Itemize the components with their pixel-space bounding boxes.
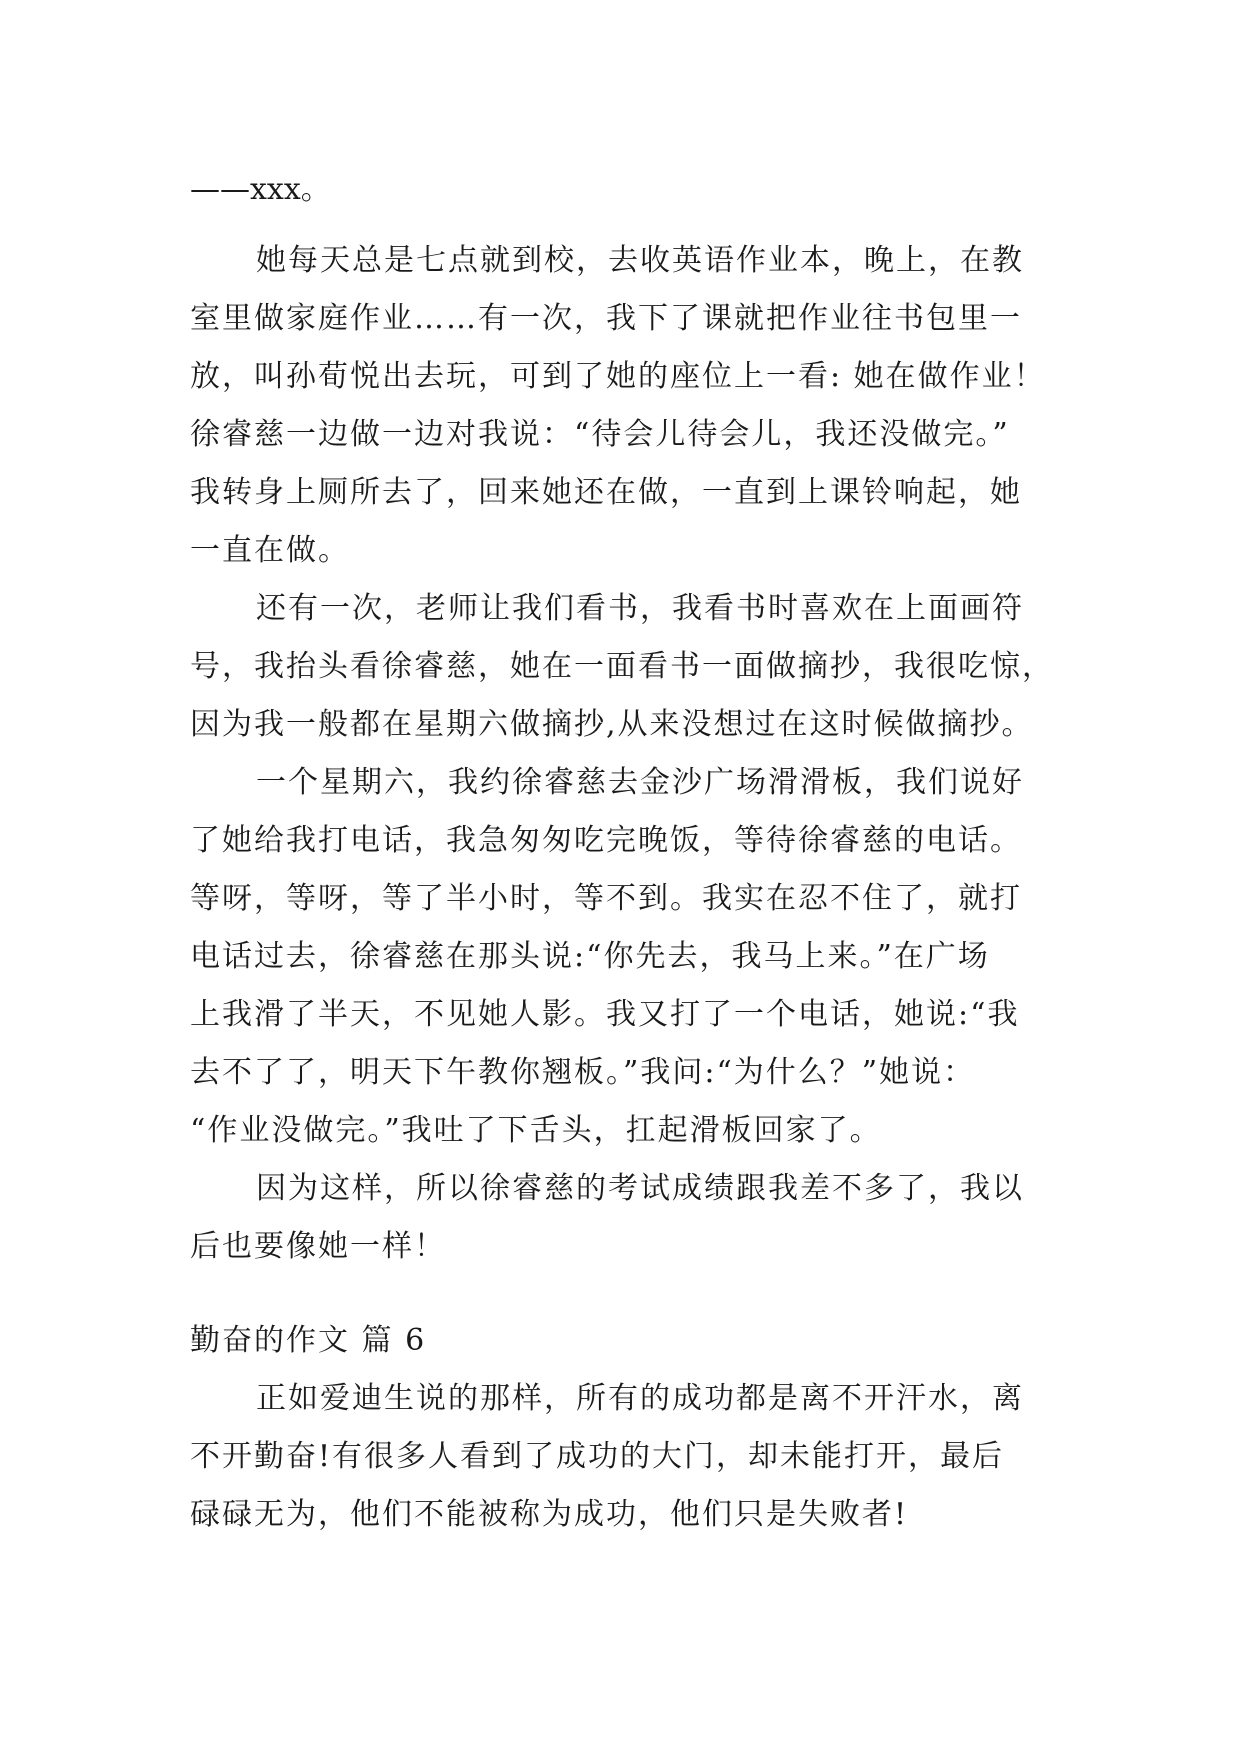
paragraph-line: “作业没做完。”我吐了下舌头，扛起滑板回家了。 [190, 1113, 882, 1148]
paragraph-line: 后也要像她一样！ [190, 1229, 446, 1264]
paragraph-line: 等呀，等呀，等了半小时，等不到。我实在忍不住了，就打 [190, 881, 1022, 916]
paragraph-1 [190, 232, 1050, 580]
author-signature: ——xxx。 [190, 172, 331, 207]
paragraph-2 [190, 580, 1054, 754]
paragraph-line: 不开勤奋!有很多人看到了成功的大门，却未能打开，最后 [190, 1439, 1005, 1474]
paragraph-line: 一个星期六，我约徐睿慈去金沙广场滑滑板，我们说好 [256, 765, 1024, 800]
paragraph-line: 碌碌无为，他们不能被称为成功，他们只是失败者! [190, 1497, 909, 1532]
paragraph-line: 因为我一般都在星期六做摘抄,从来没想过在这时候做摘抄。 [190, 707, 1034, 742]
paragraph-4 [190, 1160, 1050, 1276]
paragraph-3 [190, 754, 1050, 1160]
paragraph-line: 因为这样，所以徐睿慈的考试成绩跟我差不多了，我以 [256, 1171, 1024, 1206]
paragraph-line: 放，叫孙荀悦出去玩，可到了她的座位上一看: 她在做作业！ [190, 359, 1046, 394]
paragraph-line: 了她给我打电话，我急匆匆吃完晚饭，等待徐睿慈的电话。 [190, 823, 1022, 858]
paragraph-line: 一直在做。 [190, 533, 350, 568]
paragraph-line: 电话过去，徐睿慈在那头说:“你先去，我马上来。”在广场 [190, 939, 990, 974]
paragraph-line: 号，我抬头看徐睿慈，她在一面看书一面做摘抄，我很吃惊， [190, 649, 1054, 684]
section-heading: 勤奋的作文 篇 6 [190, 1323, 427, 1358]
paragraph-line: 去不了了，明天下午教你翘板。”我问:“为什么？”她说： [190, 1055, 976, 1090]
paragraph-line: 还有一次，老师让我们看书，我看书时喜欢在上面画符 [256, 591, 1024, 626]
paragraph-line: 她每天总是七点就到校，去收英语作业本，晚上，在教 [256, 243, 1024, 278]
paragraph-line: 室里做家庭作业……有一次，我下了课就把作业往书包里一 [190, 301, 1022, 336]
paragraph-line: 上我滑了半天，不见她人影。我又打了一个电话，她说:“我 [190, 997, 1020, 1032]
paragraph-line: 我转身上厕所去了，回来她还在做，一直到上课铃响起，她 [190, 475, 1022, 510]
paragraph-line: 徐睿慈一边做一边对我说：“待会儿待会儿，我还没做完。” [190, 417, 1010, 452]
section-paragraph-1 [190, 1370, 1050, 1544]
paragraph-line: 正如爱迪生说的那样，所有的成功都是离不开汗水，离 [256, 1381, 1024, 1416]
document-body [190, 170, 1054, 1544]
